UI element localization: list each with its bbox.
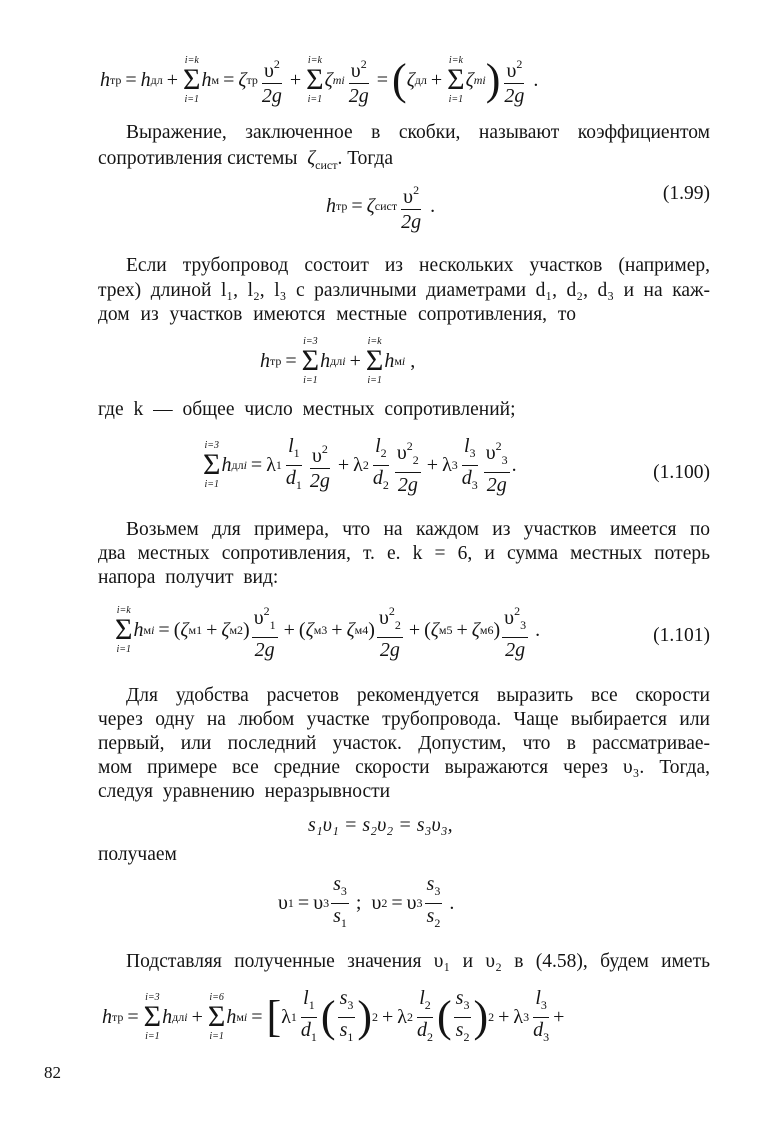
paragraph-line: дом из участков имеются местные сопротивления, то (98, 304, 576, 325)
paragraph-line: через одну на любом участке трубопровода. Чаще выбирается или (98, 709, 710, 730)
paragraph-line: Подставляя полученные значения υ₁ и υ₂ в (4.58), будем иметь (126, 951, 710, 972)
equation-last: h тр = i=3 Σ i=1 h длi + i=6 Σ i=1 h мi = [ λ 1 $\frac{l_1}{d_1}$ ( $\frac{s_3}{s_1}$ ) 2 + λ 2 $\frac{l_2}{d_2}$ ( $\frac{s_3}{s_2}$ ) 2 + λ 3 $\frac{l_3}{d_3}$ + (102, 986, 565, 1044)
equation-velocities: υ 1 = υ 3 $\frac{s_3}{s_1}$ ; υ 2 = υ 3 $\frac{s_3}{s_2}$ . (278, 872, 455, 930)
zeta-subscript: сист (315, 158, 338, 172)
equation-number: (1.99) (662, 183, 710, 204)
paragraph-line: два местных сопротивления, т. е. k = 6, и сумма местных потерь (98, 543, 710, 564)
paragraph-line (98, 147, 710, 177)
paragraph-line: мом примере все средние скорости выражаются через υ₃. Тогда, (98, 757, 710, 778)
paragraph-line: Для удобства расчетов рекомендуется выразить все скорости (126, 685, 710, 706)
paragraph-line: трех) длиной l₁, l₂, l₃ с различными диаметрами d₁, d₂, d₃ и на каж- (98, 280, 710, 301)
equation-1-100: i=3 Σ i=1 h длi = λ 1 $\frac{l_1}{d_1}$ $\frac{\upsilon^2}{2g}$ + λ 2 $\frac{l_2}{d_2}$ $\frac{\upsilon^2_2}{2g}$ + λ 3 $\frac{l_3}{d_3}$ $\frac{\upsilon^2_3}{2g}$ . (1.100) (203, 434, 710, 496)
equation-continuity (98, 808, 710, 838)
equation-top: h тр = h дл + i=k Σ i=1 h м = ζ тр $\frac{\upsilon^2}{2g}$ + i=k Σ i=1 ζ mi $\frac{\upsilon^2}{2g}$ = ( ζ дл + i=k Σ i=1 ζ mi ) $\frac{\upsilon^2}{2g}$ . (100, 55, 539, 107)
paragraph-line: следуя уравнению неразрывности (98, 781, 391, 802)
text-fragment: . Тогда (337, 148, 394, 169)
paragraph-line: Если трубопровод состоит из нескольких участков (например, (126, 255, 710, 276)
zeta-symbol: ζ (307, 148, 316, 169)
equation-continuity-text: s₁υ₁ = s₂υ₂ = s₃υ₃, (308, 813, 453, 836)
paragraph-line: Выражение, заключенное в скобки, называют коэффициентом (126, 122, 710, 143)
page-number: 82 (44, 1063, 61, 1082)
paragraph-line: первый, или последний участок. Допустим, что в рассматривае- (98, 733, 710, 754)
paragraph-line: Возьмем для примера, что на каждом из участков имеется по (126, 519, 710, 540)
equation-number: (1.101) (653, 625, 710, 646)
text-fragment: сопротивления системы (98, 148, 298, 169)
equation-sum: h тр = i=3 Σ i=1 h длi + i=k Σ i=1 h мi , (260, 336, 416, 386)
paragraph-line: где k — общее число местных сопротивлений; (98, 399, 516, 420)
equation-number: (1.100) (653, 462, 710, 483)
equation-1-101: i=k Σ i=1 h мi = ( ζ м1 + ζ м2 ) $\frac{\upsilon^2_1}{2g}$ + ( ζ м3 + ζ м4 ) $\frac{\upsilon^2_2}{2g}$ + ( ζ м5 + ζ м6 ) $\frac{\upsilon^2_3}{2g}$ . (1.101) (98, 595, 710, 665)
paragraph-line: получаем (98, 844, 177, 865)
paragraph-line: напора получит вид: (98, 567, 279, 588)
equation-1-99: h тр = ζ сист $\frac{\upsilon^2}{2g}$ . (1.99) (98, 175, 710, 237)
